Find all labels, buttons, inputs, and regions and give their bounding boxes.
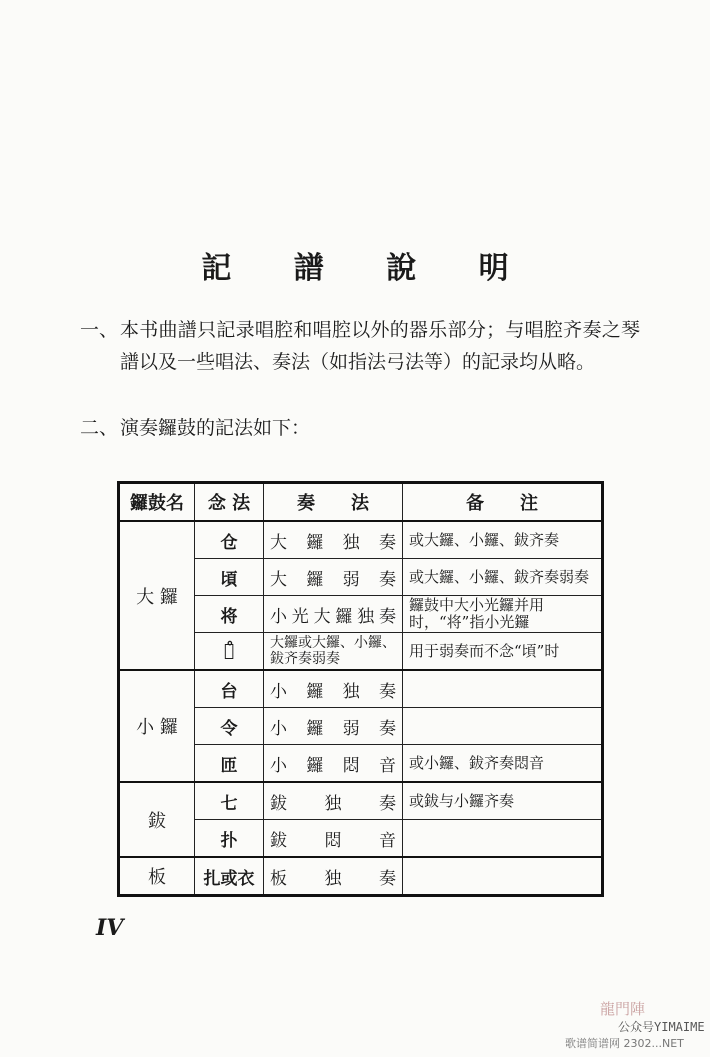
table-row bbox=[119, 521, 603, 559]
chant-cell: 扑 bbox=[195, 820, 264, 858]
gong-drum-notation-table bbox=[117, 481, 604, 897]
paragraph-text: 演奏鑼鼓的記法如下： bbox=[120, 417, 311, 439]
chant-cell: 扎或衣 bbox=[195, 857, 264, 896]
method-cell: 小鑼独奏 bbox=[264, 670, 403, 708]
chant-cell: 台 bbox=[195, 670, 264, 708]
page-number: IV bbox=[96, 915, 124, 941]
note-cell bbox=[403, 857, 603, 896]
watermark-account: 公众号YIMAIME bbox=[618, 1020, 705, 1034]
note-cell: 或大鑼、小鑼、鈸齐奏 bbox=[403, 521, 603, 559]
chant-cell: 匝 bbox=[195, 745, 264, 783]
header-chant: 念 法 bbox=[195, 483, 264, 522]
note-cell: 鑼鼓中大小光鑼并用时，“将”指小光鑼 bbox=[403, 596, 603, 633]
method-cell: 鈸悶音 bbox=[264, 820, 403, 858]
chant-cell: 将 bbox=[195, 596, 264, 633]
paragraph-text: 本书曲譜只記录唱腔和唱腔以外的器乐部分；与唱腔齐奏之琴譜以及一些唱法、奏法（如指法弓法等）的記录均从略。 bbox=[120, 319, 640, 373]
method-cell: 小鑼悶音 bbox=[264, 745, 403, 783]
paragraph-2 bbox=[80, 412, 640, 444]
method-cell: 鈸独奏 bbox=[264, 782, 403, 820]
instrument-name: 大 鑼 bbox=[119, 521, 195, 670]
chant-cell: 令 bbox=[195, 708, 264, 745]
table-row bbox=[119, 857, 603, 896]
note-cell bbox=[403, 820, 603, 858]
instrument-name: 鈸 bbox=[119, 782, 195, 857]
table-row bbox=[119, 782, 603, 820]
header-instrument: 鑼鼓名 bbox=[119, 483, 195, 522]
header-method: 奏 法 bbox=[264, 483, 403, 522]
method-cell: 大鑼弱奏 bbox=[264, 559, 403, 596]
paragraph-number: 一、 bbox=[80, 319, 119, 341]
chant-cell: 七 bbox=[195, 782, 264, 820]
chant-cell: 仓 bbox=[195, 521, 264, 559]
chant-cell: 仓̊ bbox=[195, 633, 264, 671]
note-cell bbox=[403, 708, 603, 745]
instrument-name: 小 鑼 bbox=[119, 670, 195, 782]
method-cell: 小光大鑼独奏 bbox=[264, 596, 403, 633]
header-note: 备 注 bbox=[403, 483, 603, 522]
method-cell: 板独奏 bbox=[264, 857, 403, 896]
watermark-caption: 歌谱简谱网 2302...NET bbox=[565, 1037, 684, 1050]
paragraph-number: 二、 bbox=[80, 417, 119, 439]
note-cell bbox=[403, 670, 603, 708]
instrument-name: 板 bbox=[119, 857, 195, 896]
chant-cell: 頃 bbox=[195, 559, 264, 596]
method-cell: 小鑼弱奏 bbox=[264, 708, 403, 745]
page-title: 記 譜 說 明 bbox=[201, 251, 535, 286]
watermark-logo: 龍門陣 bbox=[600, 1000, 646, 1018]
method-cell: 大鑼独奏 bbox=[264, 521, 403, 559]
table-header-row bbox=[119, 483, 603, 522]
method-cell: 大鑼或大鑼、小鑼、鈸齐奏弱奏 bbox=[264, 633, 403, 671]
table-row bbox=[119, 670, 603, 708]
note-cell: 或大鑼、小鑼、鈸齐奏弱奏 bbox=[403, 559, 603, 596]
paragraph-1 bbox=[80, 314, 640, 378]
note-cell: 或鈸与小鑼齐奏 bbox=[403, 782, 603, 820]
note-cell: 用于弱奏而不念“頃”时 bbox=[403, 633, 603, 671]
note-cell: 或小鑼、鈸齐奏悶音 bbox=[403, 745, 603, 783]
